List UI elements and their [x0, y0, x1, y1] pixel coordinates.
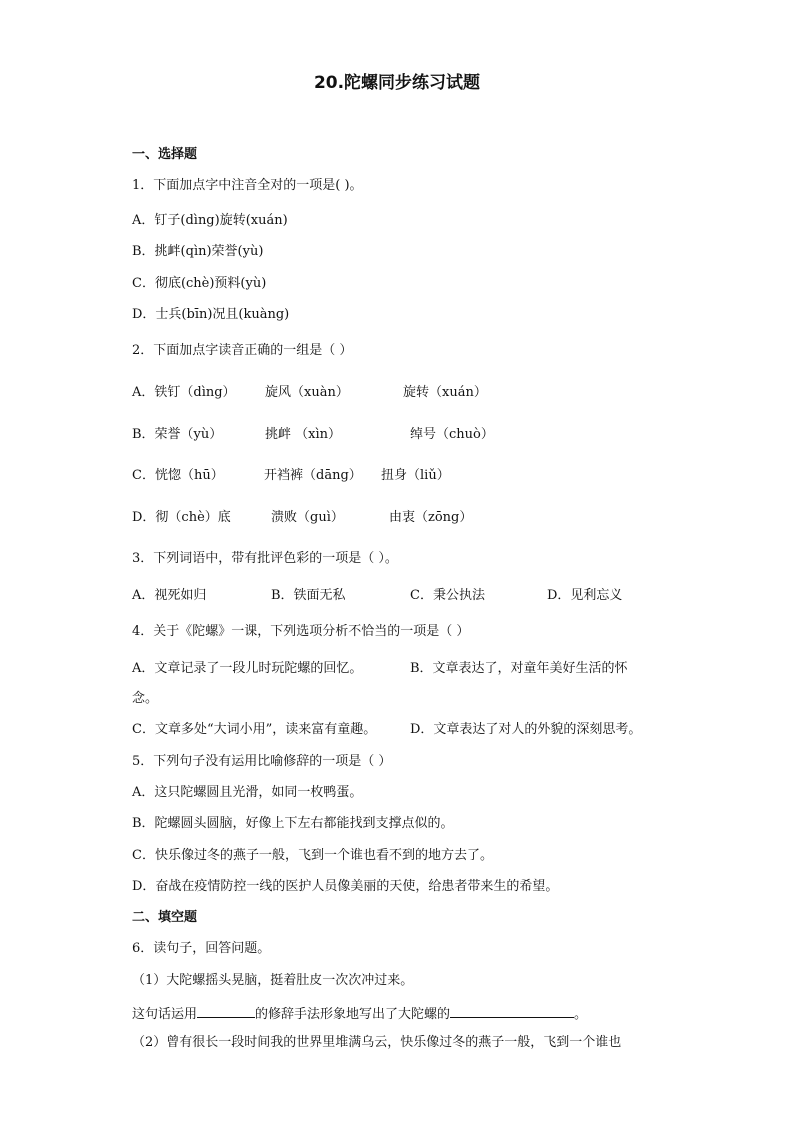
question-2-option-a-1: A．铁钉（dìng） — [132, 385, 236, 400]
question-5-option-a: A．这只陀螺圆且光滑，如同一枚鸭蛋。 — [132, 785, 363, 800]
answer-blank-description[interactable] — [450, 1004, 574, 1018]
question-4-option-a: A．文章记录了一段儿时玩陀螺的回忆。 — [132, 661, 363, 676]
question-5-stem: 5．下列句子没有运用比喻修辞的一项是（ ） — [132, 754, 392, 769]
page-title: 20.陀螺同步练习试题 — [313, 73, 481, 93]
question-2-option-c-1: C．恍惚（hū） — [132, 468, 224, 483]
question-3-stem: 3．下列词语中，带有批评色彩的一项是（ ）。 — [132, 551, 398, 566]
question-5-option-c: C．快乐像过冬的燕子一般，飞到一个谁也看不到的地方去了。 — [132, 848, 493, 863]
question-2-option-a-3: 旋转（xuán） — [403, 385, 487, 400]
question-1-option-c: C．彻底(chè)预料(yù) — [132, 276, 267, 291]
question-4-option-c: C．文章多处“大词小用”，读来富有童趣。 — [132, 722, 377, 737]
question-6-stem: 6．读句子，回答问题。 — [132, 941, 271, 956]
fill-text-b: 的修辞手法形象地写出了大陀螺的 — [255, 1007, 451, 1022]
question-5-option-b: B．陀螺圆头圆脑，好像上下左右都能找到支撑点似的。 — [132, 816, 454, 831]
question-4-option-b: B．文章表达了，对童年美好生活的怀 — [410, 661, 628, 676]
question-3-option-d: D．见利忘义 — [547, 588, 623, 603]
question-2-stem: 2．下面加点字读音正确的一组是（ ） — [132, 343, 353, 358]
question-2-option-d-1: D．彻（chè）底 — [132, 510, 231, 525]
question-2-option-b-1: B．荣誉（yù） — [132, 427, 223, 442]
question-1-option-a: A．钉子(dìng)旋转(xuán) — [132, 213, 288, 228]
question-2-option-a-2: 旋风（xuàn） — [265, 385, 349, 400]
fill-text-a: 这句话运用 — [132, 1007, 198, 1022]
question-3-option-a: A．视死如归 — [132, 588, 207, 603]
section-heading-choice: 一、选择题 — [132, 147, 198, 162]
fill-text-c: 。 — [574, 1007, 588, 1022]
question-2-option-b-3: 绰号（chuò） — [410, 427, 494, 442]
question-3-option-c: C．秉公执法 — [410, 588, 485, 603]
question-4-option-d: D．文章表达了对人的外貌的深刻思考。 — [410, 722, 642, 737]
question-2-option-d-3: 由衷（zōng） — [389, 510, 473, 525]
question-2-option-b-2: 挑衅 （xìn） — [265, 427, 341, 442]
question-5-option-d: D．奋战在疫情防控一线的医护人员像美丽的天使，给患者带来生的希望。 — [132, 879, 559, 894]
question-1-option-b: B．挑衅(qìn)荣誉(yù) — [132, 244, 264, 259]
question-2-option-c-2: 开裆裤（dāng） — [264, 468, 362, 483]
answer-blank-rhetoric[interactable] — [197, 1004, 255, 1018]
question-2-option-d-2: 溃败（guì） — [271, 510, 344, 525]
question-6-sentence-2: （2）曾有很长一段时间我的世界里堆满乌云，快乐像过冬的燕子一般，飞到一个谁也 — [132, 1035, 622, 1050]
question-6-sentence-1: （1）大陀螺摇头晃脑，挺着肚皮一次次冲过来。 — [132, 973, 414, 988]
question-1-option-d: D．士兵(bīn)况且(kuàng) — [132, 307, 290, 322]
question-4-option-b-continued: 念。 — [132, 691, 159, 706]
section-heading-fill: 二、填空题 — [132, 910, 198, 925]
question-2-option-c-3: 扭身（liǔ） — [381, 468, 450, 483]
question-3-option-b: B．铁面无私 — [271, 588, 346, 603]
question-4-stem: 4．关于《陀螺》一课，下列选项分析不恰当的一项是（ ） — [132, 624, 470, 639]
question-6-fill-line — [132, 1004, 587, 1023]
question-1-stem: 1．下面加点字中注音全对的一项是( )。 — [132, 178, 363, 193]
